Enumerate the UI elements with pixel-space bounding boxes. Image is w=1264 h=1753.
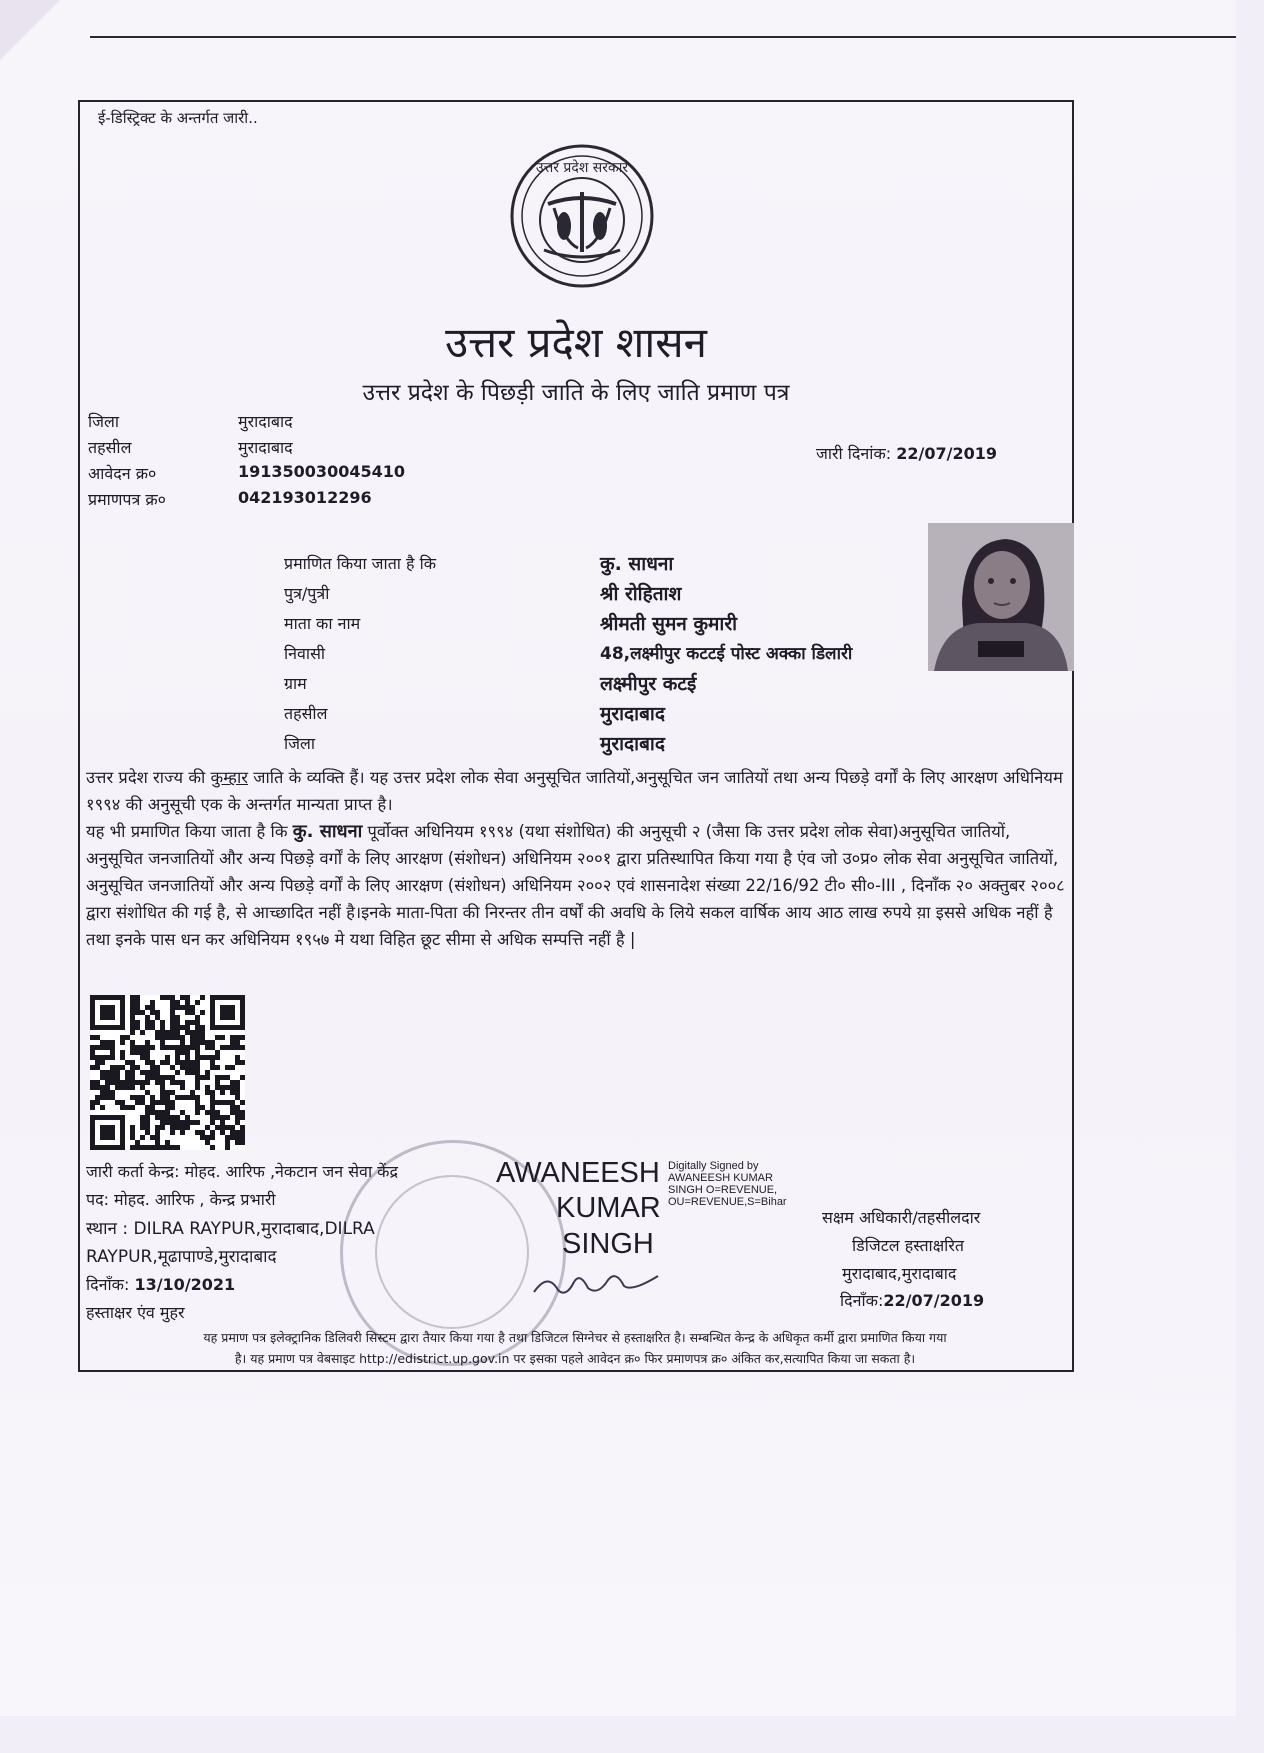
emblem-text: उत्तर प्रदेश सरकार (535, 160, 629, 176)
footer-line-2: है। यह प्रमाण पत्र वेबसाइट http://edistrict.up.gov.in पर इसका पहले आवेदन क्र० फिर प्रमाणपत्र क्र० अंकित कर,सत्यापित किया जा सकता है। (234, 1351, 916, 1366)
signature-detail-4: OU=REVENUE,S=Bihar (668, 1196, 787, 1208)
meta-label-tehsil: तहसील (88, 438, 132, 457)
detail-value-mother: श्रीमती सुमन कुमारी (600, 613, 738, 635)
detail-value-father: श्री रोहिताश (600, 583, 682, 605)
signature-detail-3: SINGH O=REVENUE, (668, 1184, 778, 1196)
detail-value-village: लक्ष्मीपुर कटई (600, 673, 697, 695)
meta-value-district: मुरादाबाद (238, 412, 293, 431)
office-seal-inner (375, 1175, 529, 1329)
para1-rest: जाति के व्यक्ति हैं। यह उत्तर प्रदेश लोक सेवा अनुसूचित जातियों,अनुसूचित जन जातियों तथा अन्य पिछड़े वर्गों के लिए आरक्षण अधिनियम १९९४ की अनुसूची एक के अन्तर्गत मान्यता प्राप्त है। (86, 768, 1063, 814)
issue-date (816, 442, 997, 464)
detail-label-certified: प्रमाणित किया जाता है कि (284, 554, 437, 573)
header-note: ई-डिस्ट्रिक्ट के अन्तर्गत जारी.. (98, 109, 258, 127)
signature-detail-1: Digitally Signed by (668, 1160, 759, 1172)
issuer-date (86, 1273, 235, 1295)
digital-signature-name-1: AWANEESH (496, 1157, 660, 1189)
detail-label-village: ग्राम (284, 674, 307, 693)
issuer-post: पद: मोहद. आरिफ , केन्द्र प्रभारी (86, 1190, 276, 1209)
issuer-date-label: दिनाँक: (86, 1275, 130, 1294)
detail-value-tehsil: मुरादाबाद (600, 703, 665, 725)
issue-date-label: जारी दिनांक: (816, 444, 892, 463)
meta-label-application-no: आवेदन क्र० (88, 464, 157, 483)
signature-detail-2: AWANEESH KUMAR (668, 1172, 773, 1184)
caste-statement-paragraph (86, 764, 1066, 818)
folded-corner (0, 0, 60, 60)
top-edge-line (90, 36, 1236, 38)
officer-location: मुरादाबाद,मुरादाबाद (842, 1264, 957, 1283)
digital-signature-details (668, 1160, 787, 1208)
detail-value-name: कु. साधना (600, 553, 674, 575)
officer-date (840, 1289, 984, 1311)
para2-prefix: यह भी प्रमाणित किया जाता है कि (86, 822, 288, 841)
meta-value-application-no: 191350030045410 (238, 462, 405, 481)
digital-signature-name-2: KUMAR (556, 1192, 661, 1224)
detail-label-district: जिला (284, 734, 316, 753)
meta-value-certificate-no: 042193012296 (238, 488, 372, 507)
digital-signature-name-3: SINGH (562, 1228, 654, 1260)
handwritten-signature (528, 1262, 668, 1302)
issuer-signature-label: हस्ताक्षर एंव मुहर (86, 1303, 185, 1322)
issuer-place-line1: स्थान : DILRA RAYPUR,मुरादाबाद,DILRA (86, 1219, 375, 1239)
footer-line-1: यह प्रमाण पत्र इलेक्ट्रानिक डिलिवरी सिस्टम द्वारा तैयार किया गया है तथा डिजिटल सिग्नेचर से हस्ताक्षरित है। सम्बन्धित केन्द्र के अधिकृत कर्मी द्वारा प्रमाणित किया गया (203, 1330, 947, 1345)
detail-label-tehsil: तहसील (284, 704, 328, 723)
detail-value-address: 48,लक्ष्मीपुर कटटई पोस्ट अक्का डिलारी (600, 644, 853, 664)
para1-prefix: उत्तर प्रदेश राज्य की (86, 768, 206, 787)
issuer-date-value: 13/10/2021 (134, 1275, 236, 1294)
up-government-emblem (508, 142, 656, 290)
issue-date-value: 22/07/2019 (896, 444, 997, 463)
officer-title: सक्षम अधिकारी/तहसीलदार (822, 1208, 981, 1227)
issuer-place-line2: RAYPUR,मूढापाण्डे,मुरादाबाद (86, 1247, 277, 1267)
detail-label-parent: पुत्र/पुत्री (284, 584, 330, 603)
creamy-layer-paragraph (86, 818, 1066, 953)
para2-name: कु. साधना (292, 821, 363, 842)
issuer-center: जारी कर्ता केन्द्र: मोहद. आरिफ ,नेकटान जन सेवा केंद्र (86, 1162, 398, 1181)
meta-label-district: जिला (88, 412, 120, 431)
officer-digital-signed: डिजिटल हस्ताक्षरित (852, 1236, 964, 1255)
applicant-photo (928, 523, 1074, 671)
detail-label-resident: निवासी (284, 644, 326, 663)
para1-caste: कुम्हार (210, 768, 248, 787)
certificate-title: उत्तर प्रदेश शासन (445, 318, 707, 367)
detail-value-district: मुरादाबाद (600, 733, 665, 755)
qr-code (90, 995, 245, 1150)
officer-date-value: 22/07/2019 (883, 1291, 985, 1310)
officer-date-label: दिनाँक: (840, 1291, 884, 1310)
certificate-subtitle: उत्तर प्रदेश के पिछड़ी जाति के लिए जाति प्रमाण पत्र (362, 380, 790, 406)
meta-label-certificate-no: प्रमाणपत्र क्र० (88, 490, 166, 509)
detail-label-mother: माता का नाम (284, 614, 361, 633)
para2-text: पूर्वोक्त अधिनियम १९९४ (यथा संशोधित) की अनुसूची २ (जैसा कि उत्तर प्रदेश लोक सेवा)अनुसूचित जातियों, अनुसूचित जनजातियों और अन्य पिछड़े वर्गों के लिए आरक्षण (संशोधन) अधिनियम २००१ द्वारा प्रतिस्थापित किया गया है एंव जो उ०प्र० लोक सेवा अनुसूचित जातियों, अनुसूचित जनजातियों और अन्य पिछड़े वर्गों के लिए आरक्षण (संशोधन) अधिनियम २००२ एवं शासनादेश संख्या 22/16/92 टी० सी०-III , दिनाँक २० अक्तुबर २००८ द्वारा संशोधित की गई है, से आच्छादित नहीं है।इनके माता-पिता की निरन्तर तीन वर्षों की अवधि के लिये सकल वार्षिक आय आठ लाख रुपये य़ा इससे अधिक नहीं है तथा इनके पास धन कर अधिनियम १९५७ मे यथा विहित छूट सीमा से अधिक सम्पत्ति नहीं है | (86, 822, 1065, 949)
meta-value-tehsil: मुरादाबाद (238, 438, 293, 457)
